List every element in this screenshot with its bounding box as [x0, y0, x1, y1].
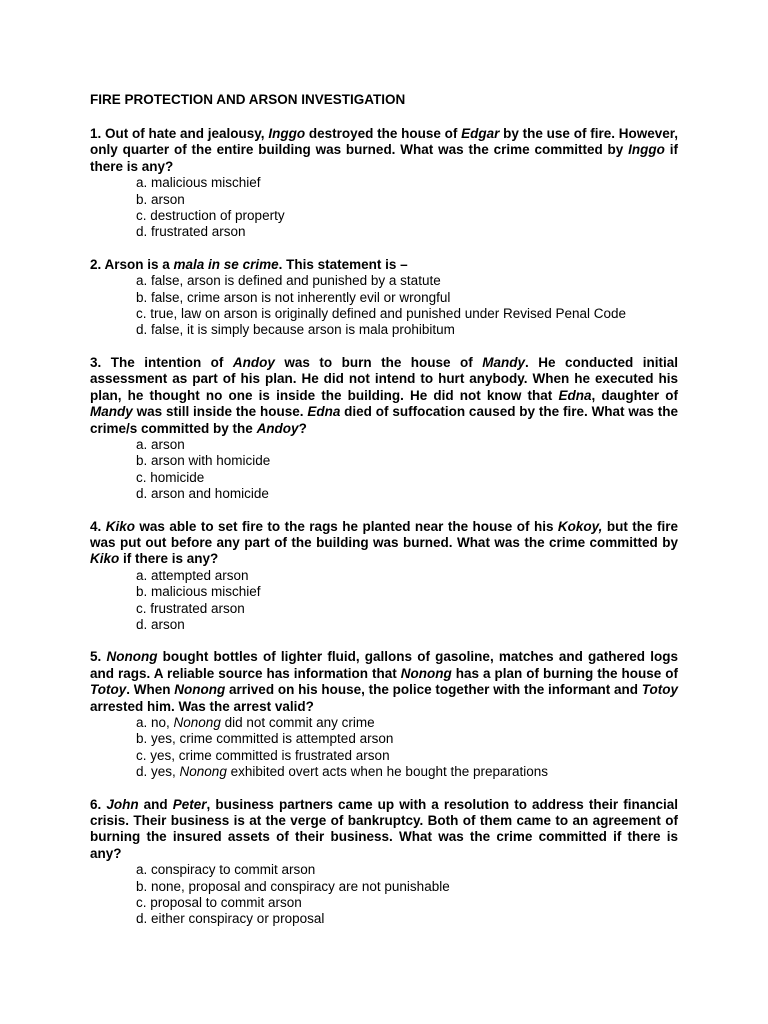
question-stem: 4. Kiko was able to set fire to the rags he planted near the house of his Kokoy, but the fire was put out before any part of the building was burned. What was the crime committed by Kiko if there is any?	[90, 518, 678, 567]
answer-option-c: c. yes, crime committed is frustrated arson	[136, 747, 390, 763]
answer-options	[90, 715, 678, 781]
italic-name: Nonong	[179, 764, 227, 780]
answer-options	[90, 568, 678, 634]
italic-name: Edna	[307, 404, 341, 420]
italic-name: Inggo	[628, 142, 665, 158]
italic-name: John	[106, 796, 139, 812]
answer-options	[90, 862, 678, 928]
question-6	[90, 797, 678, 928]
answer-option-a: a. false, arson is defined and punished by a statute	[136, 273, 441, 289]
question-stem: 2. Arson is a mala in se crime. This statement is –	[90, 256, 408, 272]
answer-option-d: d. frustrated arson	[136, 224, 246, 240]
document-title: FIRE PROTECTION AND ARSON INVESTIGATION	[90, 92, 406, 107]
italic-name: Edgar	[461, 126, 500, 141]
italic-name: Nonong	[173, 715, 221, 730]
italic-name: Edna	[558, 387, 592, 403]
answer-option-b: b. none, proposal and conspiracy are not punishable	[136, 878, 450, 894]
italic-name: Kokoy,	[557, 518, 603, 534]
italic-name: Andoy	[256, 420, 299, 436]
answer-option-b: b. arson	[136, 191, 185, 207]
answer-option-d: d. false, it is simply because arson is mala prohibitum	[136, 322, 455, 338]
italic-name: Kiko	[105, 518, 135, 534]
answer-option-d: d. yes, Nonong exhibited overt acts when he bought the preparations	[136, 764, 549, 780]
answer-option-b: b. false, crime arson is not inherently evil or wrongful	[136, 289, 451, 305]
answer-option-a: a. attempted arson	[136, 567, 249, 583]
answer-option-a: a. conspiracy to commit arson	[136, 862, 316, 878]
question-stem: 1. Out of hate and jealousy, Inggo destroyed the house of Edgar by the use of fire. However, only quarter of the entire building was burned. What was the crime committed by Inggo if there is any?	[90, 126, 678, 174]
italic-name: Mandy	[90, 404, 133, 420]
question-stem: 6. John and Peter, business partners came up with a resolution to address their financial crisis. Their business is at the verge of bankruptcy. Both of them came to an agreement of burning the insured assets of their business. What was the crime committed if there is any?	[90, 796, 678, 861]
question-3	[90, 355, 678, 503]
question-5	[90, 649, 678, 780]
answer-option-c: c. proposal to commit arson	[136, 895, 302, 911]
answer-option-b: b. arson with homicide	[136, 453, 271, 469]
answer-option-c: c. true, law on arson is originally defined and punished under Revised Penal Code	[136, 306, 627, 322]
answer-options	[90, 273, 678, 339]
question-1	[90, 126, 678, 241]
question-stem: 5. Nonong bought bottles of lighter fluid, gallons of gasoline, matches and gathered logs and rags. A reliable source has information that Nonong has a plan of burning the house of Totoy. When Nonong arrived on his house, the police together with the informant and Totoy arrested him. Was the arrest valid?	[90, 649, 678, 714]
answer-option-d: d. arson	[136, 616, 185, 632]
answer-options	[90, 175, 678, 241]
italic-name: Mandy	[482, 354, 526, 370]
italic-name: Kiko	[90, 551, 120, 567]
italic-name: Nonong	[106, 649, 158, 665]
answer-options	[90, 437, 678, 503]
italic-name: Andoy	[232, 354, 275, 370]
italic-name: Nonong	[174, 682, 226, 698]
italic-name: Totoy	[641, 682, 678, 698]
italic-name: Nonong	[400, 665, 452, 681]
answer-option-a: a. arson	[136, 436, 185, 452]
answer-option-c: c. frustrated arson	[136, 600, 245, 616]
italic-name: Peter	[172, 796, 207, 812]
question-stem: 3. The intention of Andoy was to burn the house of Mandy. He conducted initial assessment as part of his plan. He did not intend to hurt anybody. When he executed his plan, he thought no one is inside the building. He did not know that Edna, daughter of Mandy was still inside the house. Edna died of suffocation caused by the fire. What was the crime/s committed by the Andoy?	[90, 354, 678, 436]
answer-option-c: c. homicide	[136, 469, 205, 485]
italic-name: mala in se crime	[173, 256, 279, 272]
answer-option-a: a. malicious mischief	[136, 175, 261, 191]
answer-option-c: c. destruction of property	[136, 208, 285, 224]
answer-option-d: d. either conspiracy or proposal	[136, 911, 325, 927]
answer-option-b: b. malicious mischief	[136, 584, 261, 600]
italic-name: Totoy	[90, 682, 127, 698]
question-list	[90, 126, 678, 928]
answer-option-a: a. no, Nonong did not commit any crime	[136, 715, 375, 730]
italic-name: Inggo	[268, 126, 306, 141]
question-2	[90, 257, 678, 339]
answer-option-b: b. yes, crime committed is attempted arson	[136, 731, 394, 747]
answer-option-d: d. arson and homicide	[136, 486, 269, 502]
question-4	[90, 519, 678, 634]
